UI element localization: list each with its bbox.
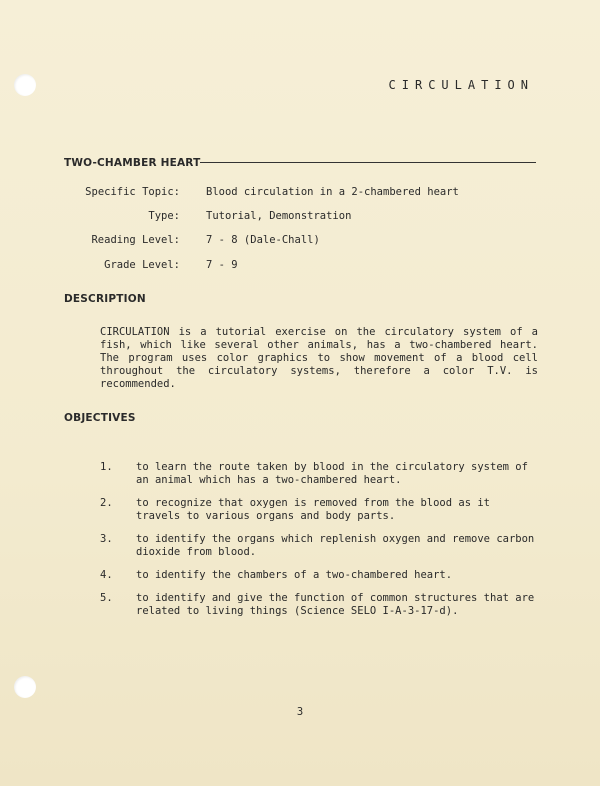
objective-number: 4. [100,569,113,581]
meta-row-topic [60,186,459,200]
objective-text: to identify and give the function of common structures that are related to living things (Science SELO I-A-3-17-d). [136,592,535,617]
objective-text: to learn the route taken by blood in the circulatory system of an animal which has a two-chambered heart. [136,461,528,486]
objective-number: 1. [100,461,113,473]
objectives-heading: OBJECTIVES [64,412,136,424]
objective-number: 5. [100,592,113,604]
objective-text: to identify the chambers of a two-chambered heart. [136,569,453,581]
meta-row-grade-level [60,259,238,273]
meta-row-reading-level [60,234,320,248]
objective-number: 2. [100,497,113,509]
page-number: 3 [296,706,304,718]
meta-row-type [60,210,352,224]
meta-label: Reading Level: [91,234,180,246]
meta-value: Blood circulation in a 2-chambered heart [206,186,459,198]
description-text: CIRCULATION is a tutorial exercise on the circulatory system of a fish, which like several other animals, has a two-chambered heart. The program uses color graphics to show movement of a blood cell throughout the circulatory systems, therefore a color T.V. is recommended. [100,326,538,390]
objective-text: to recognize that oxygen is removed from the blood as it travels to various organs and body parts. [136,497,491,522]
binder-hole-bottom [14,676,36,698]
program-title-row [64,151,536,167]
meta-value: 7 - 9 [206,259,238,271]
header-title: CIRCULATION [388,78,534,92]
title-underline [200,162,536,163]
program-title: TWO-CHAMBER HEART [64,157,201,169]
description-heading: DESCRIPTION [64,293,146,305]
meta-value: 7 - 8 (Dale-Chall) [206,234,320,246]
objective-number: 3. [100,533,113,545]
meta-label: Grade Level: [104,259,180,271]
objective-text: to identify the organs which replenish oxygen and remove carbon dioxide from blood. [136,533,535,558]
binder-hole-top [14,74,36,96]
meta-label: Type: [148,210,180,222]
meta-label: Specific Topic: [85,186,180,198]
meta-value: Tutorial, Demonstration [206,210,352,222]
